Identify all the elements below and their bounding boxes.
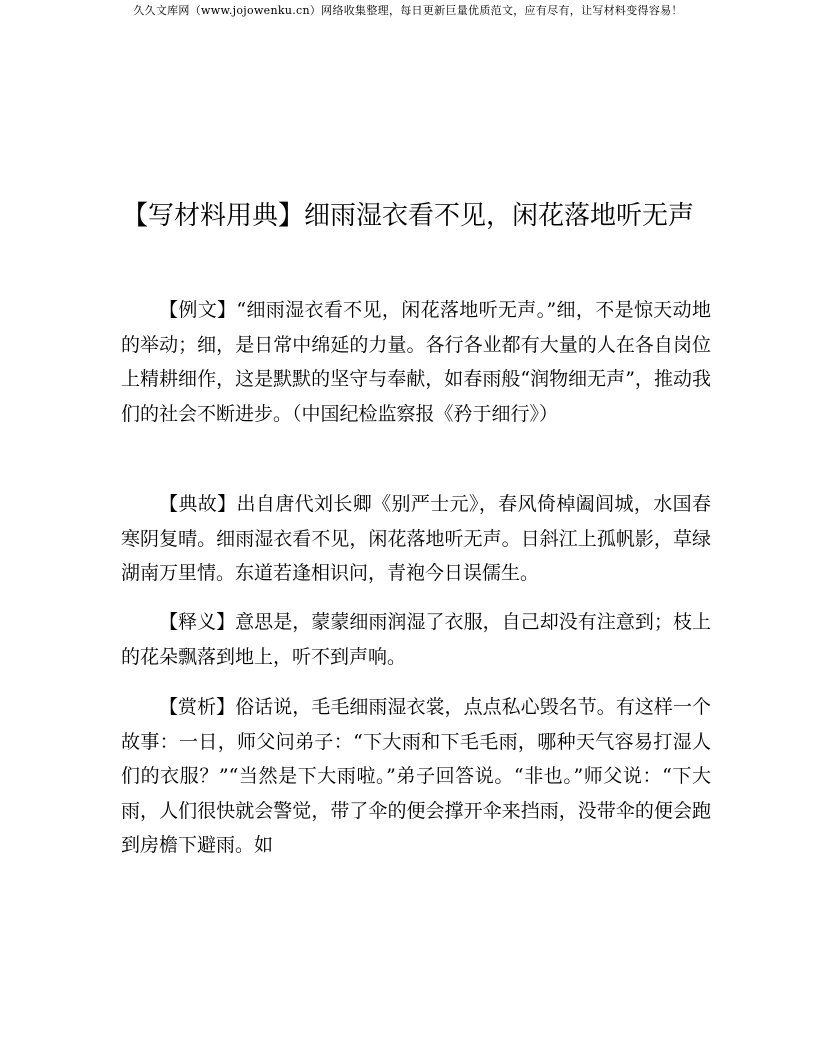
paragraph-example: 【例文】“细雨湿衣看不见，闲花落地听无声。”细，不是惊天动地的举动；细，是日常中绵延的力量。各行各业都有大量的人在各自岗位上精耕细作，这是默默的坚守与奉献，如春雨般“润物细无声”，推动我们的社会不断进步。（中国纪检监察报《矜于细行》） [121, 299, 711, 425]
paragraph-appreciation: 【赏析】俗话说，毛毛细雨湿衣裳，点点私心毁名节。有这样一个故事：一日，师父问弟子：“下大雨和下毛毛雨，哪种天气容易打湿人们的衣服？”“当然是下大雨啦。”弟子回答说。“非也。”师父说：“下大雨，人们很快就会警觉，带了伞的便会撑开伞来挡雨，没带伞的便会跑到房檐下避雨。如 [121, 696, 711, 856]
paragraph-allusion: 【典故】出自唐代刘长卿《别严士元》，春风倚棹阖闾城，水国春寒阴复晴。细雨湿衣看不见，闲花落地听无声。日斜江上孤帆影，草绿湖南万里情。东道若逢相识问，青袍今日误儒生。 [121, 493, 711, 584]
paragraph-meaning: 【释义】意思是，蒙蒙细雨润湿了衣服，自己却没有注意到；枝上的花朵飘落到地上，听不到声响。 [121, 611, 711, 668]
site-header-banner: 久久文库网（www.jojowenku.cn）网络收集整理，每日更新巨量优质范文，应有尽有，让写材料变得容易！ [133, 4, 683, 17]
page-title: 【写材料用典】细雨湿衣看不见，闲花落地听无声 [121, 201, 694, 231]
